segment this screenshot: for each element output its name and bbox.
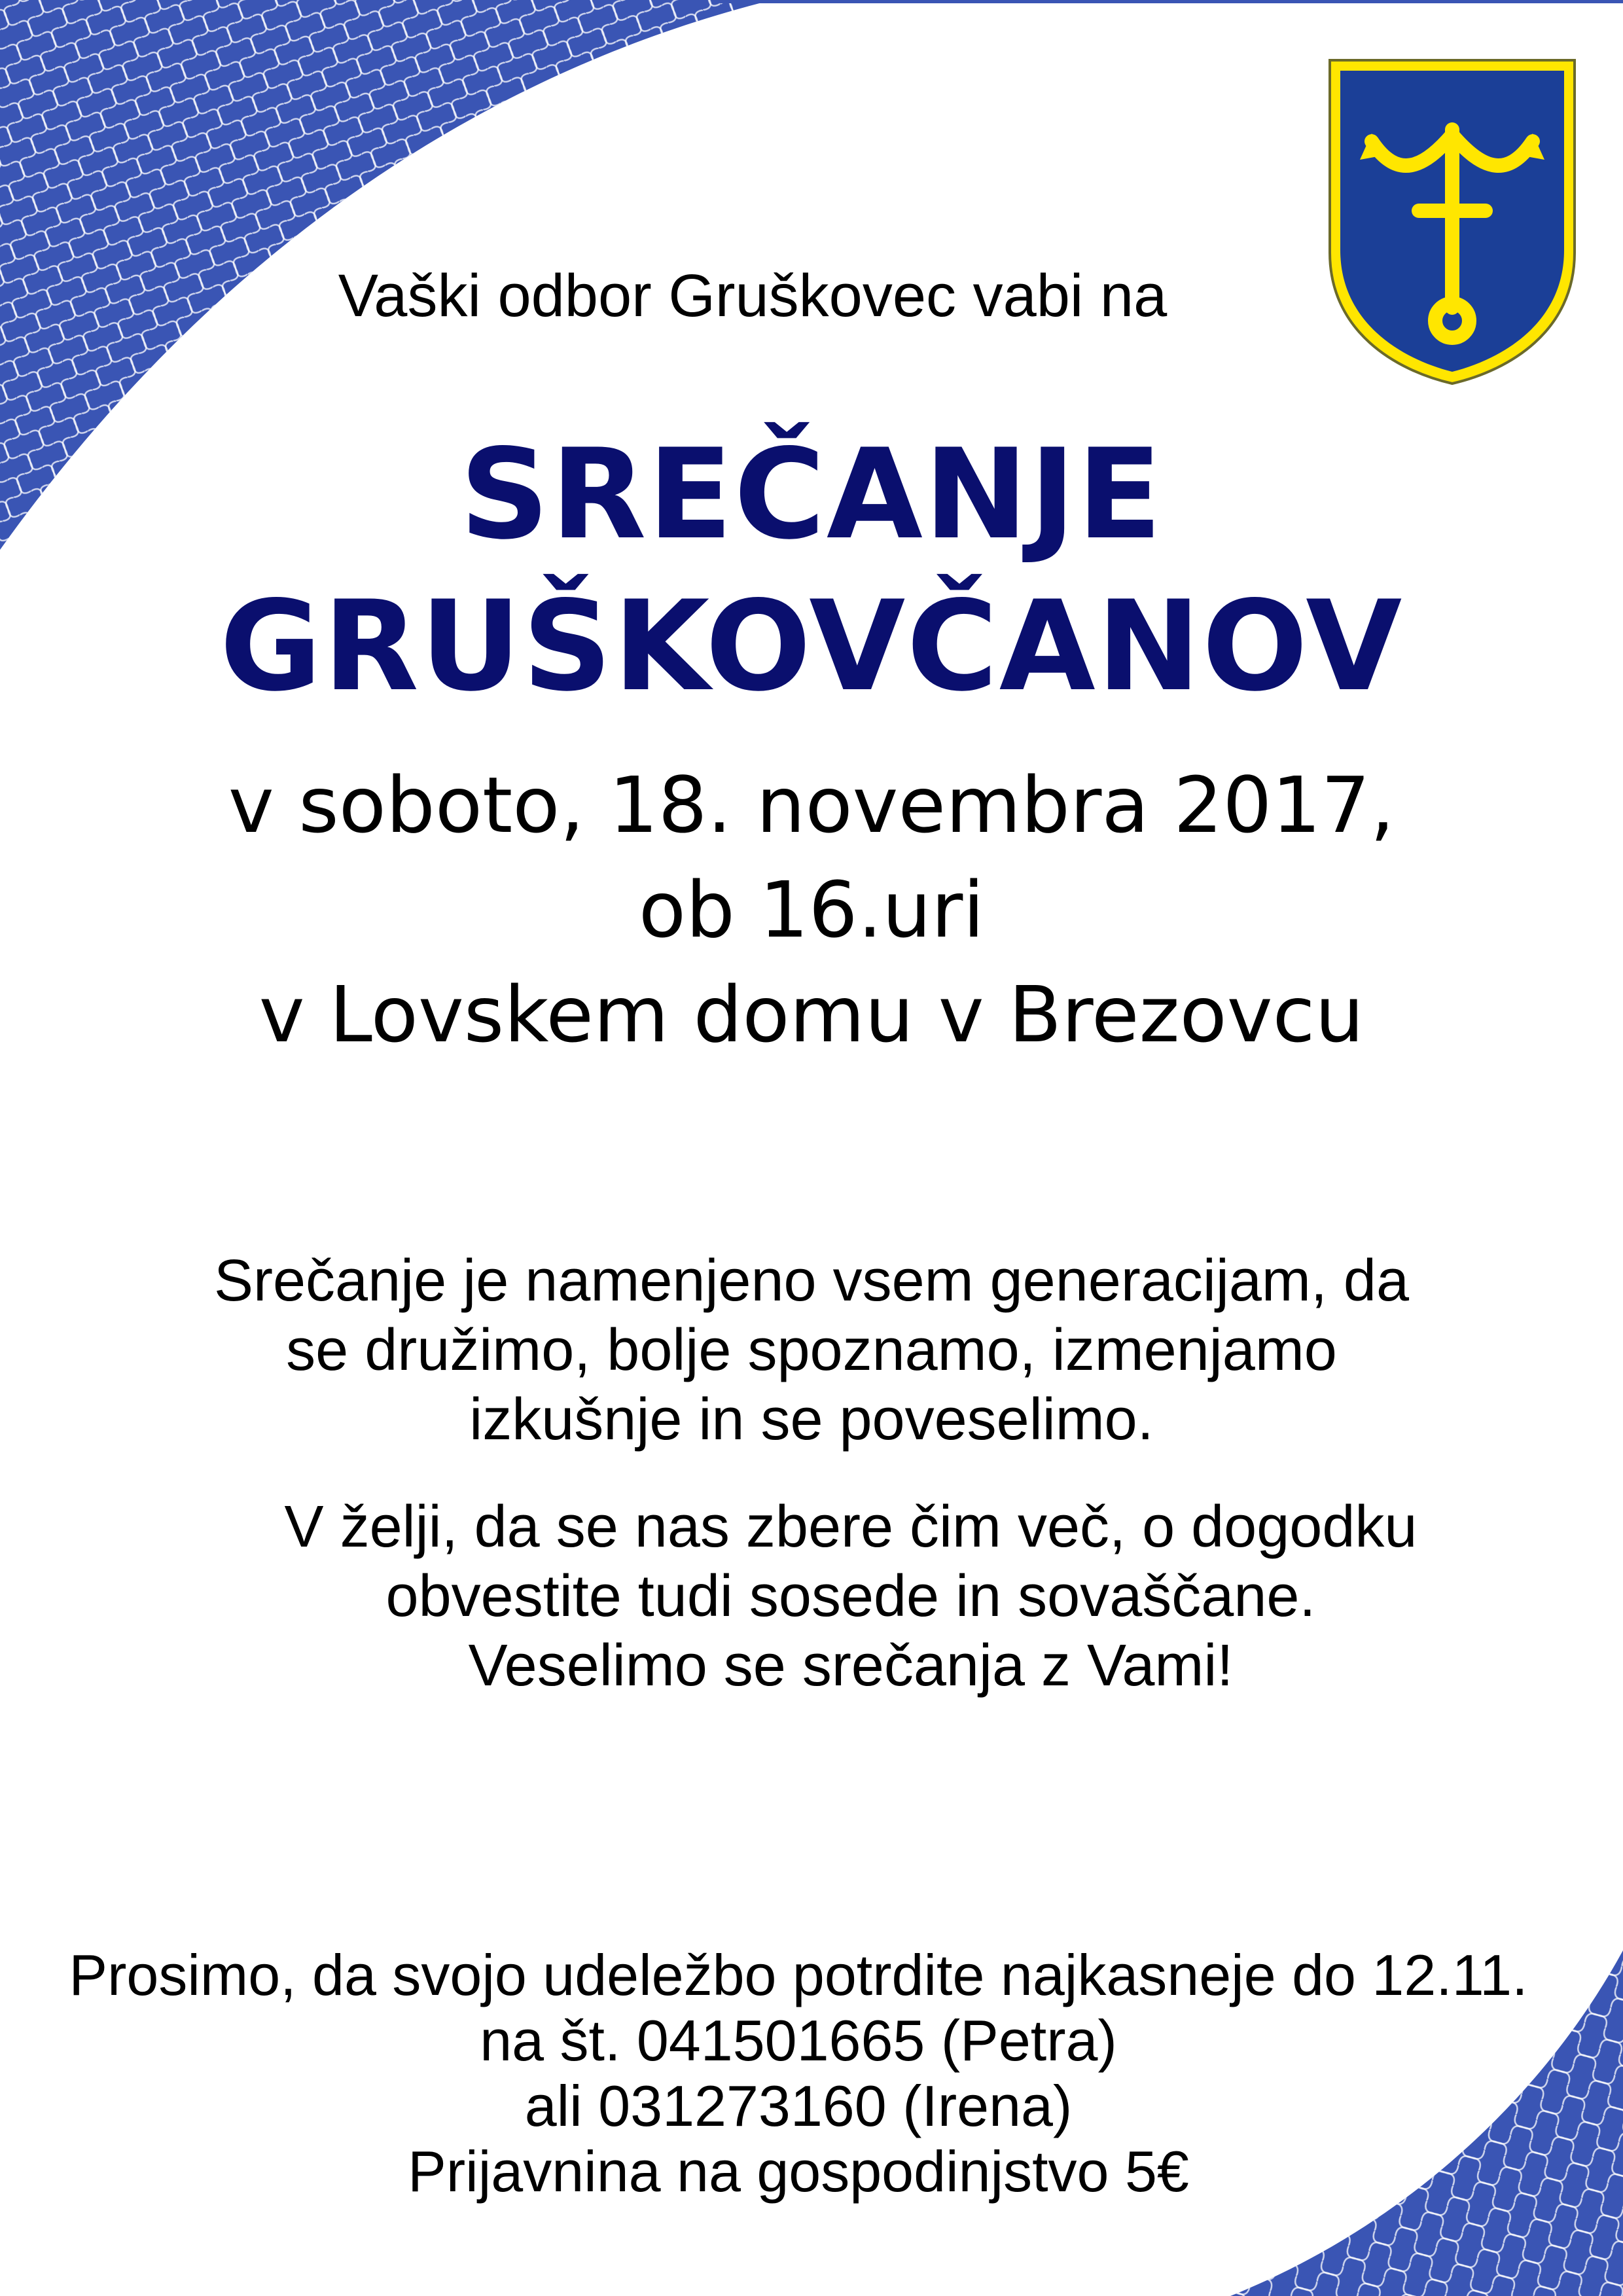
rsvp-contact-irena: ali 031273160 (Irena) (524, 2073, 1073, 2138)
registration-fee: Prijavnina na gospodinjstvo 5€ (408, 2139, 1189, 2204)
invitation-intro: Vaški odbor Gruškovec vabi na (338, 262, 1168, 329)
event-title (0, 419, 1623, 723)
description-paragraph (0, 1246, 1623, 1454)
description-line: se družimo, bolje spoznamo, izmenjamo (286, 1318, 1337, 1383)
description-line: Srečanje je namenjeno vsem generacijam, da (213, 1248, 1409, 1314)
invitation-line: V želji, da se nas zbere čim več, o dogodku (284, 1494, 1418, 1560)
event-date: v soboto, 18. novembra 2017, (228, 760, 1395, 850)
description-line: izkušnje in se poveselimo. (469, 1387, 1154, 1452)
invitation-line: obvestite tudi sosede in sovaščane. (385, 1564, 1316, 1629)
anchor-coat-of-arms-icon (1326, 56, 1578, 387)
event-title-line-2: GRUŠKOVČANOV (219, 574, 1404, 719)
event-time: ob 16.uri (638, 865, 985, 955)
rsvp-deadline: Prosimo, da svojo udeležbo potrdite najkasneje do 12.11. (69, 1943, 1528, 2007)
event-title-line-1: SREČANJE (459, 422, 1164, 567)
invitation-paragraph (39, 1492, 1623, 1700)
event-details (0, 753, 1623, 1067)
rsvp-contact-petra: na št. 041501665 (Petra) (480, 2008, 1117, 2073)
event-place: v Lovskem domu v Brezovcu (259, 969, 1364, 1060)
rsvp-footer (0, 1943, 1597, 2204)
invitation-line: Veselimo se srečanja z Vami! (468, 1633, 1234, 1698)
